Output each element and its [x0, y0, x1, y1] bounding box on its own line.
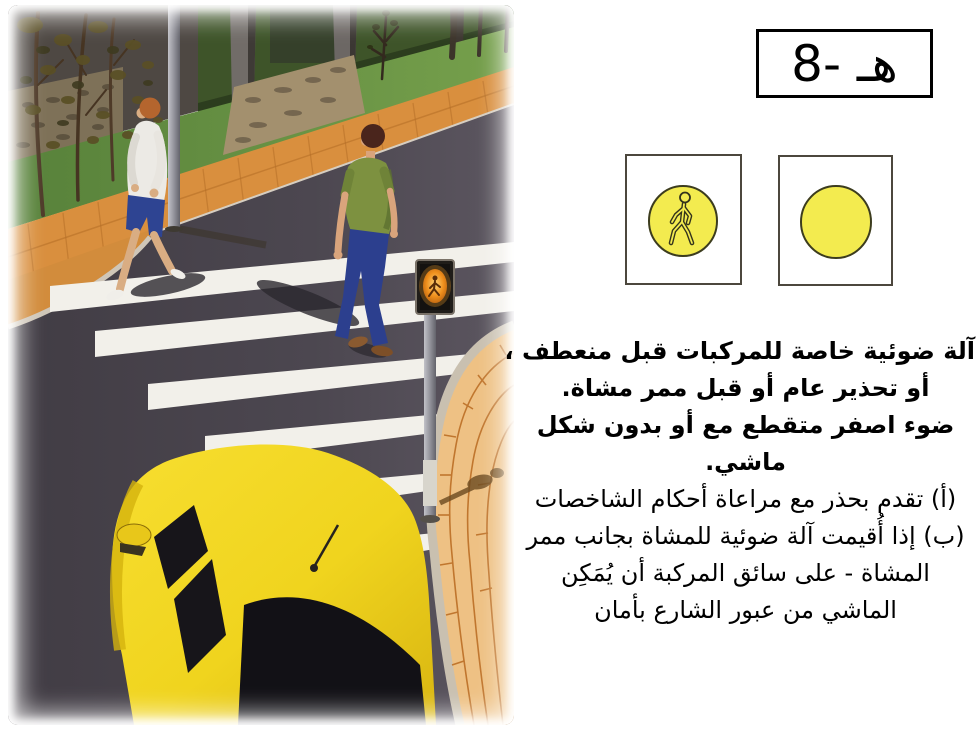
yellow-car: [112, 445, 436, 725]
description-text: [504, 333, 975, 629]
description-line: (ب) إذا أُقيمت آلة ضوئية للمشاة بجانب ممر: [526, 522, 965, 550]
walk-lens: [634, 165, 734, 275]
street-scene: [8, 5, 514, 725]
street-scene-photo: [8, 5, 514, 725]
pedestrian-walk-signal-icon: [625, 154, 742, 285]
section-label-box: [756, 29, 933, 98]
section-label: هـ -8: [791, 34, 898, 93]
description-line: ماشي.: [705, 448, 786, 476]
description-line: الماشي من عبور الشارع بأمان: [594, 596, 897, 624]
plain-yellow-signal-icon: [778, 155, 893, 286]
plain-lens: [786, 166, 886, 276]
description-line: آلة ضوئية خاصة للمركبات قبل منعطف ،: [504, 337, 975, 365]
description-line: المشاة - على سائق المركبة أن يُمَكِن: [561, 559, 930, 587]
description-line: ضوء اصفر متقطع مع أو بدون شكل: [536, 411, 955, 439]
description-line: (أ) تقدم بحذر مع مراعاة أحكام الشاخصات: [534, 485, 957, 513]
description-line: أو تحذير عام أو قبل ممر مشاة.: [561, 374, 930, 402]
